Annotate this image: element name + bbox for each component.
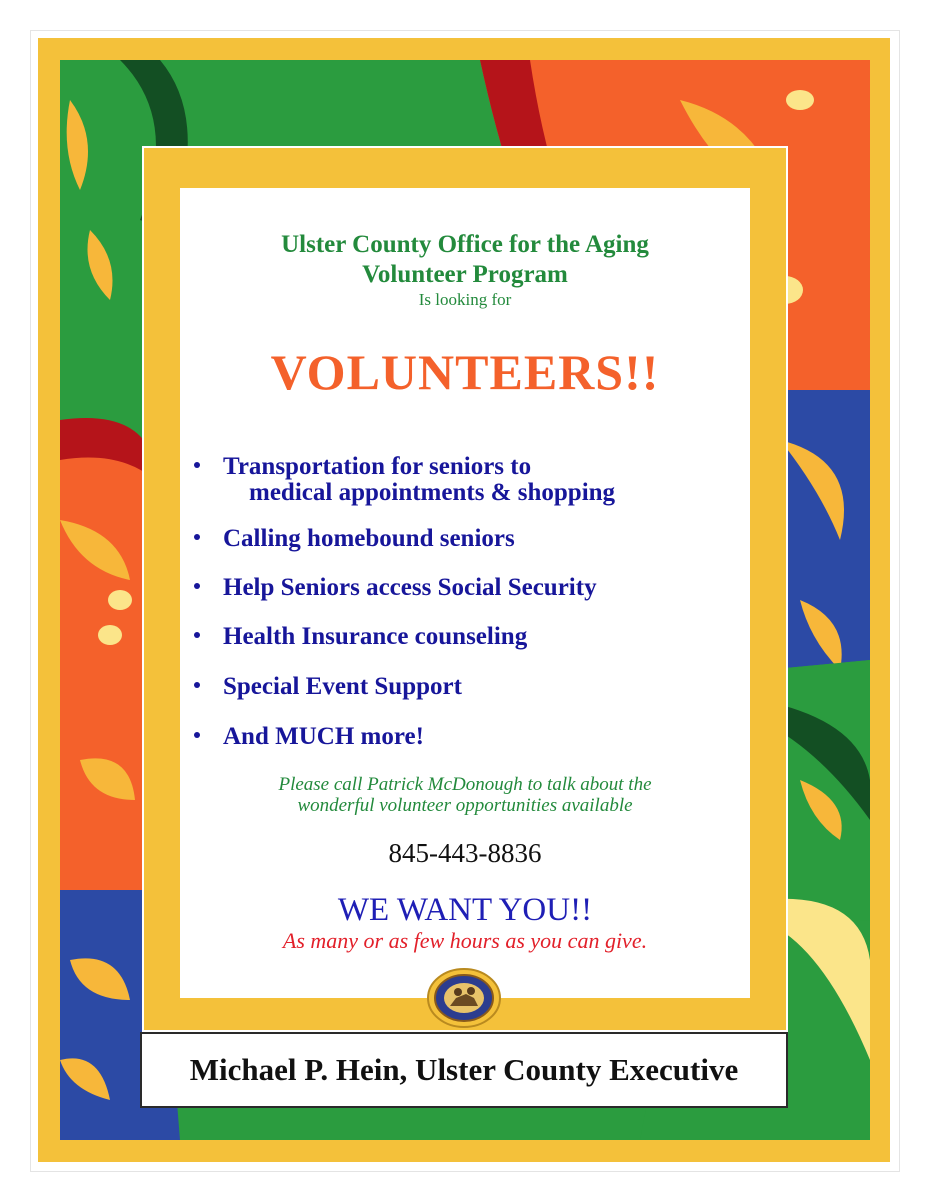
bullet-icon bbox=[194, 583, 200, 589]
org-name: Ulster County Office for the Aging bbox=[281, 231, 649, 258]
list-item bbox=[194, 454, 750, 506]
list-item-text: medical appointments & shopping bbox=[249, 479, 616, 506]
bullet-icon bbox=[194, 462, 200, 468]
list-item-text: Calling homebound seniors bbox=[223, 525, 515, 552]
bullet-icon bbox=[194, 534, 200, 540]
headline: VOLUNTEERS!! bbox=[270, 344, 660, 400]
contact-line-2: wonderful volunteer opportunities available bbox=[297, 795, 633, 816]
county-seal-icon bbox=[426, 968, 502, 1028]
phone-number: 845-443-8836 bbox=[388, 838, 542, 868]
executive-banner bbox=[140, 1032, 788, 1108]
cta-subtext: As many or as few hours as you can give. bbox=[282, 928, 648, 953]
executive-name: Michael P. Hein, Ulster County Executive bbox=[189, 1052, 739, 1087]
list-item-text: And MUCH more! bbox=[223, 723, 424, 750]
contact-line-1: Please call Patrick McDonough to talk about the bbox=[278, 774, 652, 795]
list-item-text: Help Seniors access Social Security bbox=[223, 574, 597, 601]
bullet-icon bbox=[194, 632, 200, 638]
list-item-text: Transportation for seniors to bbox=[223, 453, 532, 480]
bullet-icon bbox=[194, 682, 200, 688]
cta-headline: WE WANT YOU!! bbox=[337, 892, 593, 928]
content-panel bbox=[180, 188, 750, 998]
list-item-text: Health Insurance counseling bbox=[223, 623, 528, 650]
program-name: Volunteer Program bbox=[362, 261, 568, 288]
list-item-text: Special Event Support bbox=[223, 673, 462, 700]
looking-for-text: Is looking for bbox=[418, 290, 512, 309]
bullet-icon bbox=[194, 732, 200, 738]
